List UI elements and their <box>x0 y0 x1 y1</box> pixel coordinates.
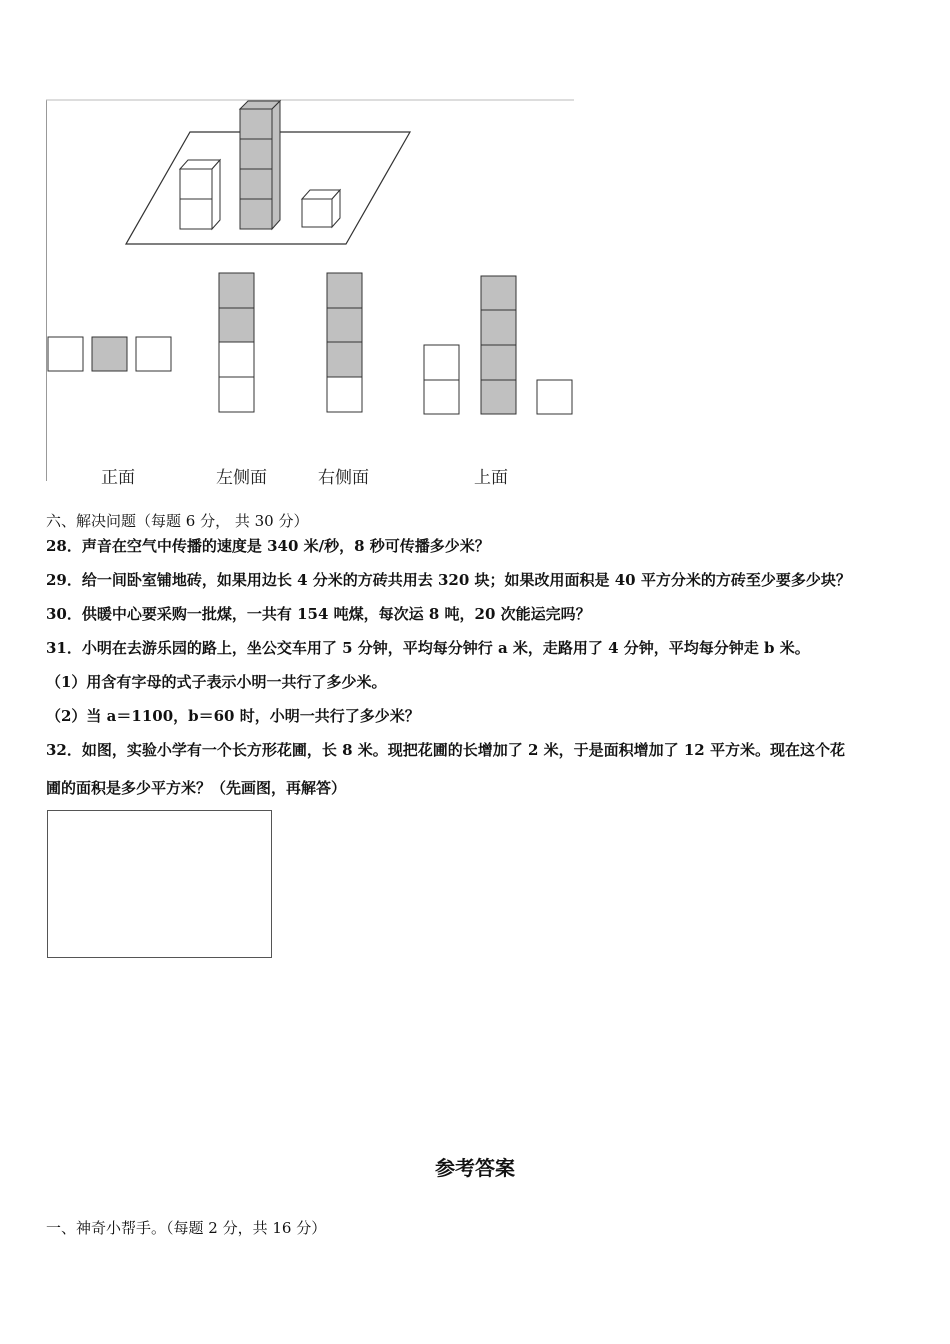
left-cube-stack <box>180 160 220 229</box>
question-28: 28．声音在空气中传播的速度是 340 米/秒，8 秒可传播多少米？ <box>46 537 490 555</box>
label-top: 上面 <box>474 468 508 488</box>
front-view <box>48 337 171 371</box>
question-31: 31．小明在去游乐园的路上，坐公交车用了 5 分钟，平均每分钟行 a 米，走路用了 4 分钟，平均每分钟走 b 米。 <box>46 639 810 657</box>
question-32-line1: 32．如图，实验小学有一个长方形花圃，长 8 米。现把花圃的长增加了 2 米，于是面积增加了 12 平方米。现在这个花 <box>46 741 845 759</box>
question-31-part2: （2）当 a＝1100，b＝60 时，小明一共行了多少米？ <box>46 707 420 725</box>
top-view <box>424 276 572 414</box>
right-side-view <box>327 273 362 412</box>
question-29: 29．给一间卧室铺地砖，如果用边长 4 分米的方砖共用去 320 块；如果改用面积是 40 平方分米的方砖至少要多少块？ <box>46 571 851 589</box>
flower-bed-rectangle <box>47 810 272 958</box>
answers-section-1: 一、神奇小帮手。（每题 2 分，共 16 分） <box>46 1219 327 1237</box>
tall-cube-stack <box>240 101 280 229</box>
answers-title: 参考答案 <box>435 1156 515 1180</box>
label-front: 正面 <box>101 468 135 488</box>
cube-views-figure <box>46 98 574 484</box>
question-31-part1: （1）用含有字母的式子表示小明一共行了多少米。 <box>46 673 387 691</box>
single-cube <box>302 190 340 227</box>
section-heading: 六、解决问题（每题 6 分， 共 30 分） <box>46 512 309 530</box>
question-30: 30．供暖中心要采购一批煤，一共有 154 吨煤，每次运 8 吨，20 次能运完吗？ <box>46 605 591 623</box>
left-side-view <box>219 273 254 412</box>
label-left-side: 左侧面 <box>216 468 267 488</box>
label-right-side: 右侧面 <box>318 468 369 488</box>
question-32-line2: 圃的面积是多少平方米？（先画图，再解答） <box>46 779 347 797</box>
